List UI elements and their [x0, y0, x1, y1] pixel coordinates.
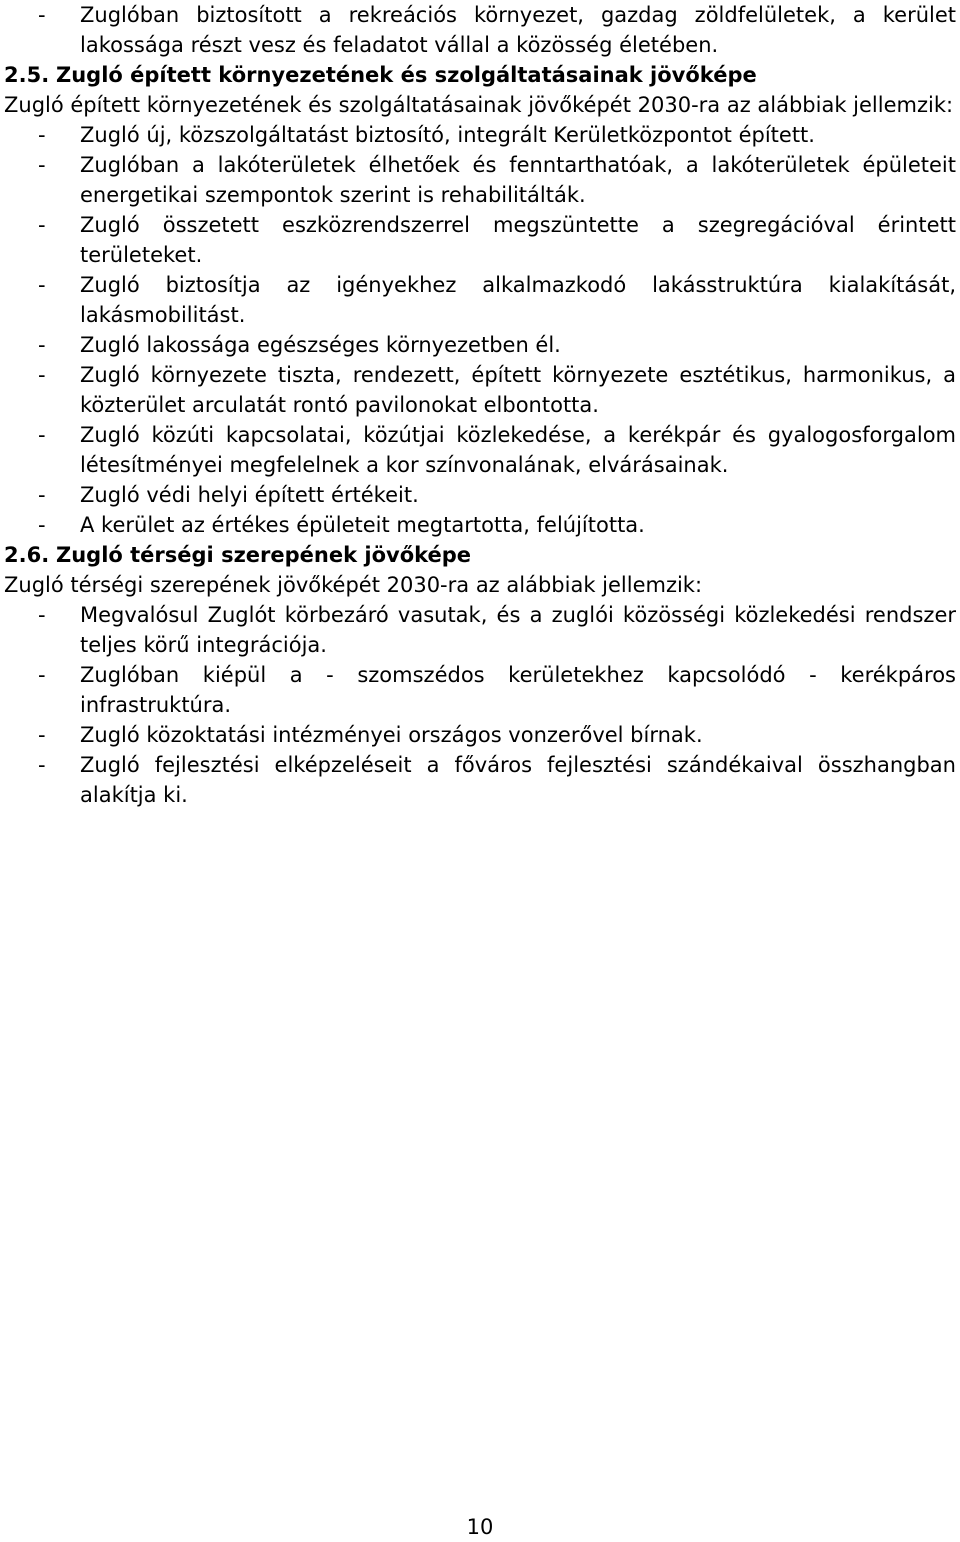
top-bullet-list [4, 0, 956, 60]
page-number: 10 [466, 1515, 494, 1539]
list-item: - Zugló összetett eszközrendszerrel megszüntette a szegregációval érintett területeket. [4, 210, 956, 270]
section-2-6-bullet-list [4, 600, 956, 810]
document-page [4, 0, 956, 810]
list-item: - Zugló lakossága egészséges környezetben él. [4, 330, 956, 360]
section-title: Zugló épített környezetének és szolgáltatásainak jövőképe [56, 63, 757, 87]
list-item: - Zugló közúti kapcsolatai, közútjai közlekedése, a kerékpár és gyalogosforgalom létesítményei megfelelnek a kor színvonalának, elvárásainak. [4, 420, 956, 480]
section-number: 2.6. [4, 543, 50, 567]
list-item: - Zugló védi helyi épített értékeit. [4, 480, 956, 510]
list-item: - Megvalósul Zuglót körbezáró vasutak, és a zuglói közösségi közlekedési rendszer teljes körű integrációja. [4, 600, 956, 660]
list-item: - Zugló fejlesztési elképzeléseit a főváros fejlesztési szándékaival összhangban alakítja ki. [4, 750, 956, 810]
list-item: - Zugló új, közszolgáltatást biztosító, integrált Kerületközpontot épített. [4, 120, 956, 150]
list-item: - Zugló közoktatási intézményei országos vonzerővel bírnak. [4, 720, 956, 750]
list-item: - Zugló biztosítja az igényekhez alkalmazkodó lakásstruktúra kialakítását, lakásmobilitást. [4, 270, 956, 330]
section-title: Zugló térségi szerepének jövőképe [56, 543, 472, 567]
section-intro-2-5: Zugló épített környezetének és szolgáltatásainak jövőképét 2030-ra az alábbiak jellemzik: [4, 93, 954, 117]
section-intro-2-6: Zugló térségi szerepének jövőképét 2030-ra az alábbiak jellemzik: [4, 573, 703, 597]
section-heading-2-6 [4, 540, 956, 570]
list-item: - Zugló környezete tiszta, rendezett, épített környezete esztétikus, harmonikus, a közterület arculatát rontó pavilonokat elbontotta. [4, 360, 956, 420]
list-item: - Zuglóban kiépül a - szomszédos kerületekhez kapcsolódó - kerékpáros infrastruktúra. [4, 660, 956, 720]
section-heading-2-5 [4, 60, 956, 90]
section-2-5-bullet-list [4, 120, 956, 540]
section-number: 2.5. [4, 63, 50, 87]
list-item: - A kerület az értékes épületeit megtartotta, felújította. [4, 510, 956, 540]
list-item: - Zuglóban biztosított a rekreációs környezet, gazdag zöldfelületek, a kerület lakossága részt vesz és feladatot vállal a közösség életében. [4, 0, 956, 60]
list-item: - Zuglóban a lakóterületek élhetőek és fenntarthatóak, a lakóterületek épületeit energetikai szempontok szerint is rehabilitálták. [4, 150, 956, 210]
